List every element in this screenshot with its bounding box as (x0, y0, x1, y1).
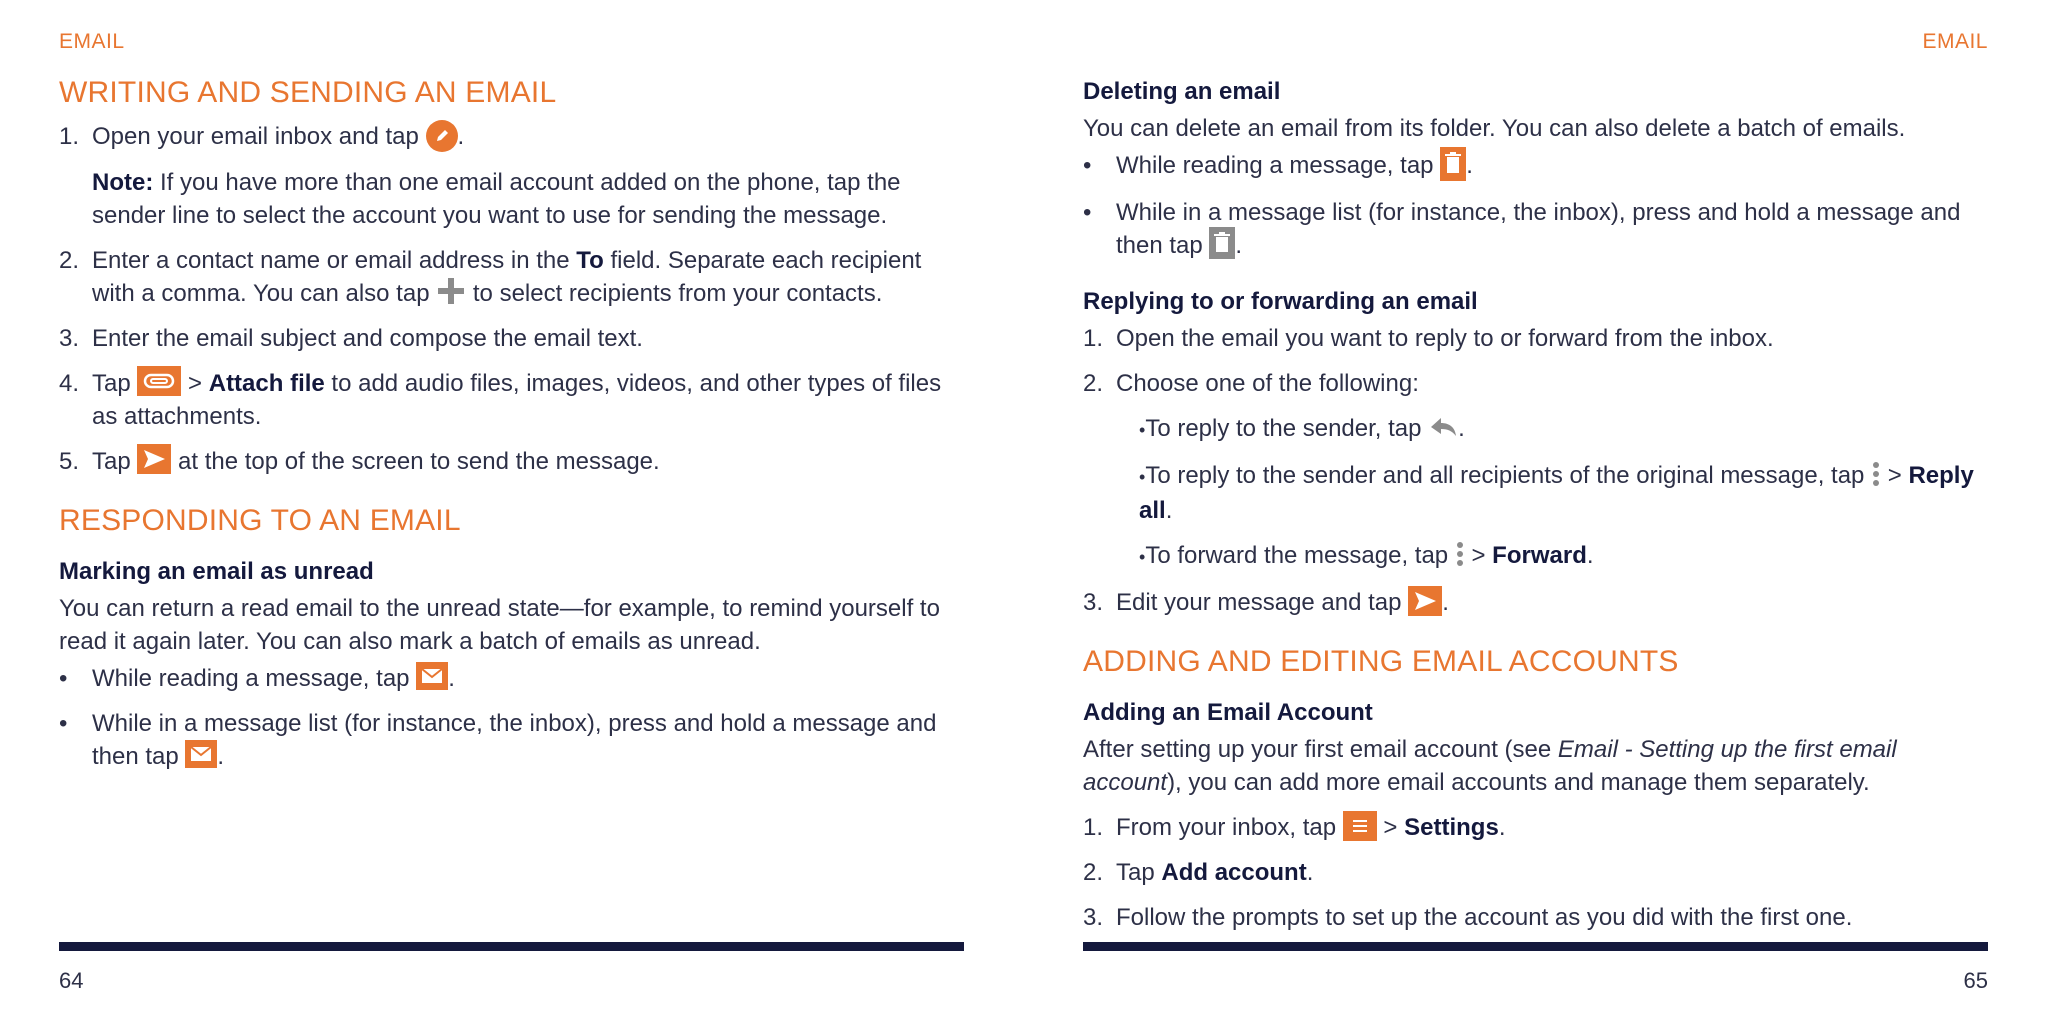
list-item: 2. Enter a contact name or email address in the To field. Separate each recipient with a comma. You can also tap to select recipients from your contacts. (59, 246, 922, 307)
menu-icon (1343, 811, 1377, 841)
reply-icon (1428, 413, 1458, 441)
list-item: •To reply to the sender and all recipients of the original message, tap > Reply all. (1083, 459, 1988, 527)
note: Note: If you have more than one email account added on the phone, tap the sender line to select the account you want to use for sending the message. (92, 168, 901, 229)
list-item: 1. Open your email inbox and tap . Note: If you have more than one email account added on the phone, tap the sender line to select the account you want to use for sending the message. (59, 120, 964, 232)
list-item: 5. Tap at the top of the screen to send the message. (59, 445, 964, 478)
running-head: EMAIL (1922, 30, 1988, 53)
paragraph: You can delete an email from its folder. You can also delete a batch of emails. (1083, 115, 1906, 142)
trash-icon (1440, 147, 1466, 181)
unread-bullets (59, 662, 964, 773)
section-title-responding: RESPONDING TO AN EMAIL (59, 503, 461, 537)
footer-rule (1083, 942, 1988, 951)
running-head: EMAIL (59, 30, 125, 53)
subsection-title-unread: Marking an email as unread (59, 557, 374, 585)
list-item: •To forward the message, tap > Forward. (1083, 539, 1988, 574)
list-item: • While reading a message, tap . (1083, 149, 1988, 184)
list-item: • While in a message list (for instance, the inbox), press and hold a message and then tap . (1083, 198, 1961, 259)
subsection-title-adding: Adding an Email Account (1083, 699, 1373, 727)
account-steps (1083, 811, 1988, 934)
list-item: 1. From your inbox, tap > Settings. (1083, 811, 1988, 844)
reply-steps-cont (1083, 586, 1988, 619)
right-page (1083, 0, 1988, 1024)
list-item: 1. Open the email you want to reply to or forward from the inbox. (1083, 325, 1774, 353)
list-item: • While in a message list (for instance, the inbox), press and hold a message and then tap . (59, 709, 937, 770)
plus-icon (436, 276, 466, 306)
list-item: 3. Edit your message and tap . (1083, 586, 1988, 619)
section-title-accounts: ADDING AND EDITING EMAIL ACCOUNTS (1083, 645, 1679, 679)
left-page (59, 0, 964, 1024)
send-icon (137, 444, 171, 474)
more-vertical-icon (1455, 540, 1465, 568)
list-item: 4. Tap > Attach file to add audio files, images, videos, and other types of files as attachments. (59, 367, 964, 433)
send-icon (1408, 586, 1442, 616)
envelope-icon (185, 740, 217, 768)
delete-bullets (1083, 149, 1988, 262)
envelope-icon (416, 662, 448, 690)
paragraph: After setting up your first email account (see Email - Setting up the first email account), you can add more email accounts and manage them separately. (1083, 736, 1897, 797)
list-item: •To reply to the sender, tap . (1083, 412, 1988, 447)
page-number: 65 (1963, 968, 1988, 993)
trash-icon (1209, 227, 1235, 259)
list-item: • While reading a message, tap . (59, 662, 964, 695)
list-item: 3. Follow the prompts to set up the account as you did with the first one. (1083, 904, 1853, 932)
reply-steps (1083, 322, 1988, 400)
list-item: 2. Choose one of the following: (1083, 370, 1419, 398)
right-content (1083, 78, 1988, 946)
subsection-title-replying: Replying to or forwarding an email (1083, 288, 1478, 316)
list-item: 3. Enter the email subject and compose the email text. (59, 324, 643, 352)
section-title-writing: WRITING AND SENDING AN EMAIL (59, 76, 557, 109)
more-vertical-icon (1871, 460, 1881, 488)
list-item: 2. Tap Add account. (1083, 859, 1314, 887)
subsection-title-deleting: Deleting an email (1083, 78, 1281, 105)
pencil-icon (426, 120, 458, 152)
paperclip-icon (137, 366, 181, 396)
footer-rule (59, 942, 964, 951)
page-number: 64 (59, 968, 84, 993)
left-content (59, 76, 964, 785)
writing-steps (59, 120, 964, 478)
reply-options (1083, 412, 1988, 574)
paragraph: You can return a read email to the unread state—for example, to remind yourself to read it again later. You can also mark a batch of emails as unread. (59, 594, 940, 655)
